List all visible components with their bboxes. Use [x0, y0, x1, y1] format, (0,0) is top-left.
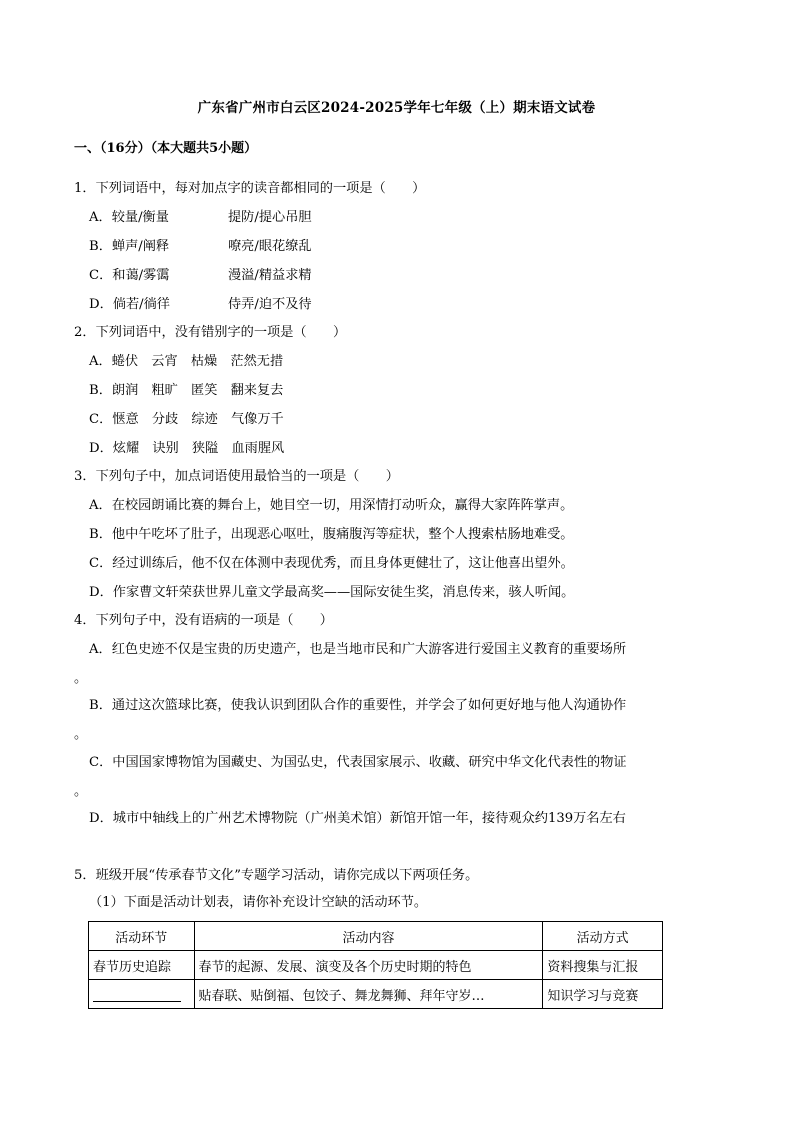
- option-word-2: 提防/提心吊胆: [228, 210, 312, 225]
- question-1-option-d[interactable]: [89, 297, 312, 312]
- option-word-1: D．倘若/徜徉: [89, 297, 170, 312]
- table-header-cell: 活动内容: [194, 922, 543, 951]
- table-header-cell: 活动方式: [543, 922, 663, 951]
- question-4-option-b[interactable]: B．通过这次篮球比赛，使我认识到团队合作的重要性，并学会了如何更好地与他人沟通协作: [89, 698, 627, 713]
- activity-plan-table: [88, 921, 663, 1009]
- question-2-stem: 2．下列词语中，没有错别字的一项是（ ）: [74, 325, 347, 340]
- question-3-option-c[interactable]: C．经过训练后，他不仅在体测中表现优秀，而且身体更健壮了，这让他喜出望外。: [89, 556, 574, 571]
- question-4-option-a-tail: 。: [74, 671, 88, 686]
- section-heading: 一、（16分）（本大题共5小题）: [74, 141, 258, 156]
- option-word-1: A．较量/衡量: [89, 210, 169, 225]
- question-4-option-d[interactable]: D．城市中轴线上的广州艺术博物院（广州美术馆）新馆开馆一年，接待观众约139万名左右: [89, 811, 626, 826]
- question-1-option-a[interactable]: [89, 210, 312, 225]
- option-word-2: 漫溢/精益求精: [228, 268, 312, 283]
- answer-blank[interactable]: [93, 988, 181, 1002]
- option-word-2: 侍弄/迫不及待: [228, 297, 312, 312]
- table-header-cell: 活动环节: [89, 922, 195, 951]
- question-1-stem: 1．下列词语中，每对加点字的读音都相同的一项是（ ）: [74, 181, 426, 196]
- option-word-2: 嘹亮/眼花缭乱: [228, 239, 312, 254]
- table-cell: 资料搜集与汇报: [543, 951, 663, 980]
- question-4-option-c-tail: 。: [74, 784, 88, 799]
- question-3-option-d[interactable]: D．作家曹文轩荣获世界儿童文学最高奖——国际安徒生奖，消息传来，骇人听闻。: [89, 585, 575, 600]
- question-3-option-a[interactable]: A．在校园朗诵比赛的舞台上，她目空一切，用深情打动听众，赢得大家阵阵掌声。: [89, 498, 574, 513]
- question-4-option-b-tail: 。: [74, 727, 88, 742]
- option-word-1: B．蝉声/阐释: [89, 239, 170, 254]
- table-row: [89, 980, 663, 1009]
- question-2-option-a[interactable]: A．蜷伏 云宵 枯燥 茫然无措: [89, 354, 284, 369]
- page-title: 广东省广州市白云区2024-2025学年七年级（上）期末语文试卷: [197, 100, 596, 116]
- question-4-option-c[interactable]: C．中国国家博物馆为国藏史、为国弘史，代表国家展示、收藏、研究中华文化代表性的物证: [89, 755, 627, 770]
- question-1-option-b[interactable]: [89, 239, 312, 254]
- question-3-stem: 3．下列句子中，加点词语使用最恰当的一项是（ ）: [74, 469, 399, 484]
- question-4-option-a[interactable]: A．红色史迹不仅是宝贵的历史遗产，也是当地市民和广大游客进行爱国主义教育的重要场所: [89, 642, 627, 657]
- question-2-option-b[interactable]: B．朗润 粗旷 匿笑 翻来复去: [89, 383, 284, 398]
- question-5-subtask-1: （1）下面是活动计划表，请你补充设计空缺的活动环节。: [89, 895, 428, 910]
- table-row: [89, 951, 663, 980]
- table-cell: 知识学习与竞赛: [543, 980, 663, 1009]
- answer-blank-cell[interactable]: [89, 980, 195, 1009]
- option-word-1: C．和蔼/雾霭: [89, 268, 170, 283]
- question-3-option-b[interactable]: B．他中午吃坏了肚子，出现恶心呕吐，腹痛腹泻等症状，整个人搜索枯肠地难受。: [89, 527, 574, 542]
- table-cell: 春节历史追踪: [89, 951, 195, 980]
- table-cell: 贴春联、贴倒福、包饺子、舞龙舞狮、拜年守岁…: [194, 980, 543, 1009]
- question-5-stem: 5．班级开展“传承春节文化”专题学习活动，请你完成以下两项任务。: [74, 868, 479, 883]
- table-header-row: [89, 922, 663, 951]
- question-4-stem: 4．下列句子中，没有语病的一项是（ ）: [74, 613, 333, 628]
- question-2-option-c[interactable]: C．惬意 分歧 综迹 气像万千: [89, 412, 284, 427]
- question-2-option-d[interactable]: D．炫耀 诀别 狭隘 血雨腥风: [89, 441, 285, 456]
- table-cell: 春节的起源、发展、演变及各个历史时期的特色: [194, 951, 543, 980]
- question-1-option-c[interactable]: [89, 268, 312, 283]
